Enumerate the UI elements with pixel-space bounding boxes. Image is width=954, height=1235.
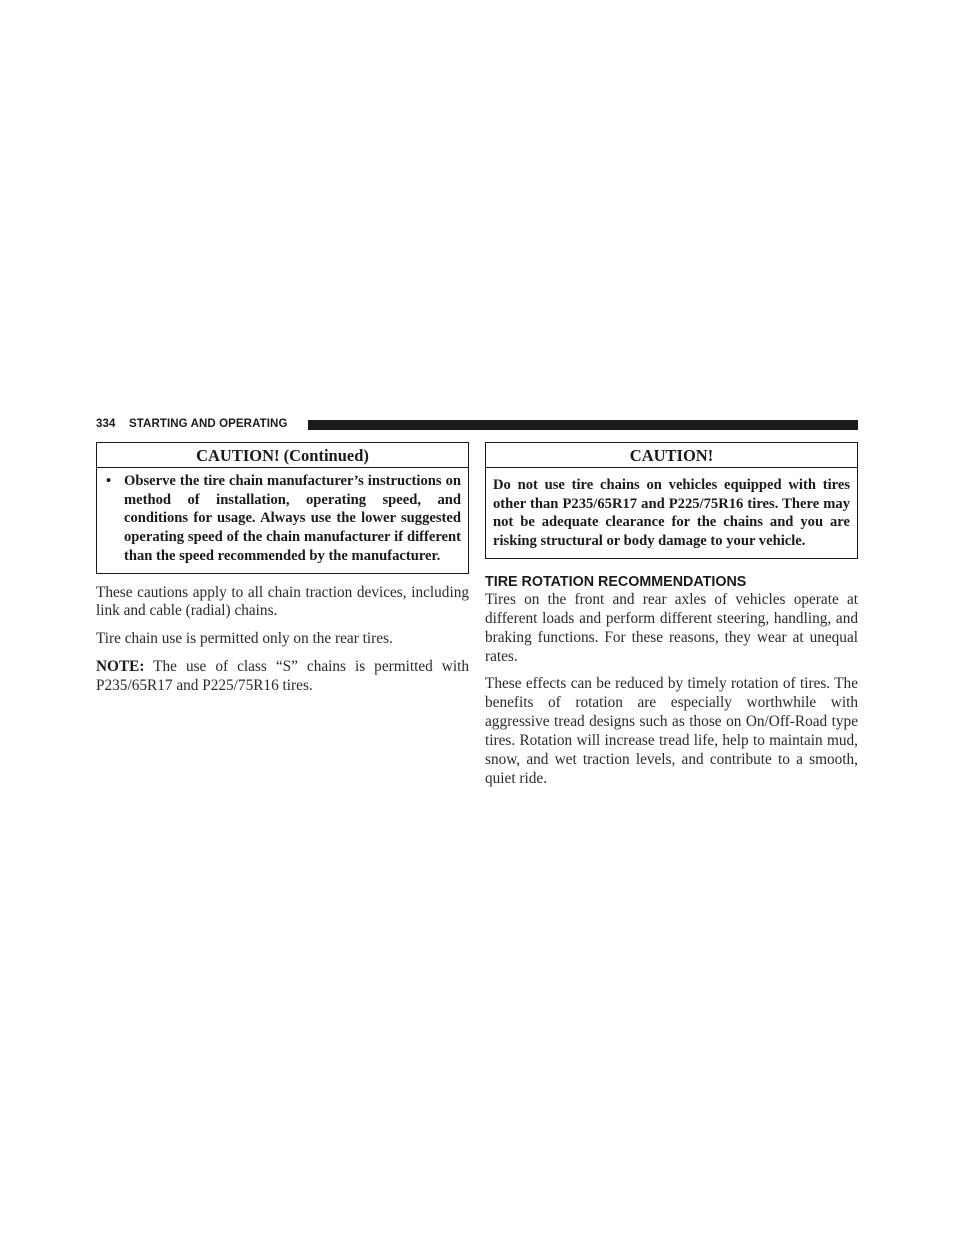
note-paragraph — [96, 658, 469, 696]
tire-rotation-heading: TIRE ROTATION RECOMMENDATIONS — [485, 573, 747, 590]
rear-tires-paragraph: Tire chain use is permitted only on the rear tires. — [96, 630, 393, 648]
header-rule-bar — [308, 420, 858, 430]
caution-continued-title: CAUTION! (Continued) — [97, 443, 468, 468]
caution-bullet-item — [104, 472, 461, 566]
page-number: 334 — [96, 418, 116, 430]
left-column — [96, 442, 469, 696]
caution-continued-box — [96, 442, 469, 574]
caution-title: CAUTION! — [486, 443, 857, 468]
page-header — [96, 417, 858, 433]
bullet-icon: • — [106, 473, 112, 489]
caution-box — [485, 442, 858, 559]
tire-rotation-paragraph-2: These effects can be reduced by timely rotation of tires. The benefits of rotation are especially worthwhile with aggressive tread designs such as those on On/Off-Road type tires. Rotation will increase tread life, help to maintain mud, snow, and wet traction levels, and contribute to a smooth, quiet ride. — [485, 675, 858, 787]
note-label: NOTE: — [96, 658, 145, 676]
section-title: STARTING AND OPERATING — [129, 418, 288, 430]
caution-bullet-text: Observe the tire chain manufacturer’s instructions on method of installation, operating speed, and conditions for usage. Always use the lower suggested operating speed of the chain manufacturer if different than the speed recommended by the manufacturer. — [124, 473, 461, 564]
caution-text: Do not use tire chains on vehicles equipped with tires other than P235/65R17 and P225/75R16 tires. There may not be adequate clearance for the chains and you are risking structural or body damage to your vehicle. — [493, 477, 850, 550]
note-text: The use of class “S” chains is permitted with P235/65R17 and P225/75R16 tires. — [96, 658, 469, 695]
chain-cautions-paragraph: These cautions apply to all chain traction devices, including link and cable (radial) chains. — [96, 583, 469, 620]
caution-continued-body — [97, 468, 468, 573]
tire-rotation-paragraph-1: Tires on the front and rear axles of vehicles operate at different loads and perform different steering, handling, and braking functions. For these reasons, they wear at unequal rates. — [485, 590, 858, 665]
right-column — [485, 442, 858, 789]
